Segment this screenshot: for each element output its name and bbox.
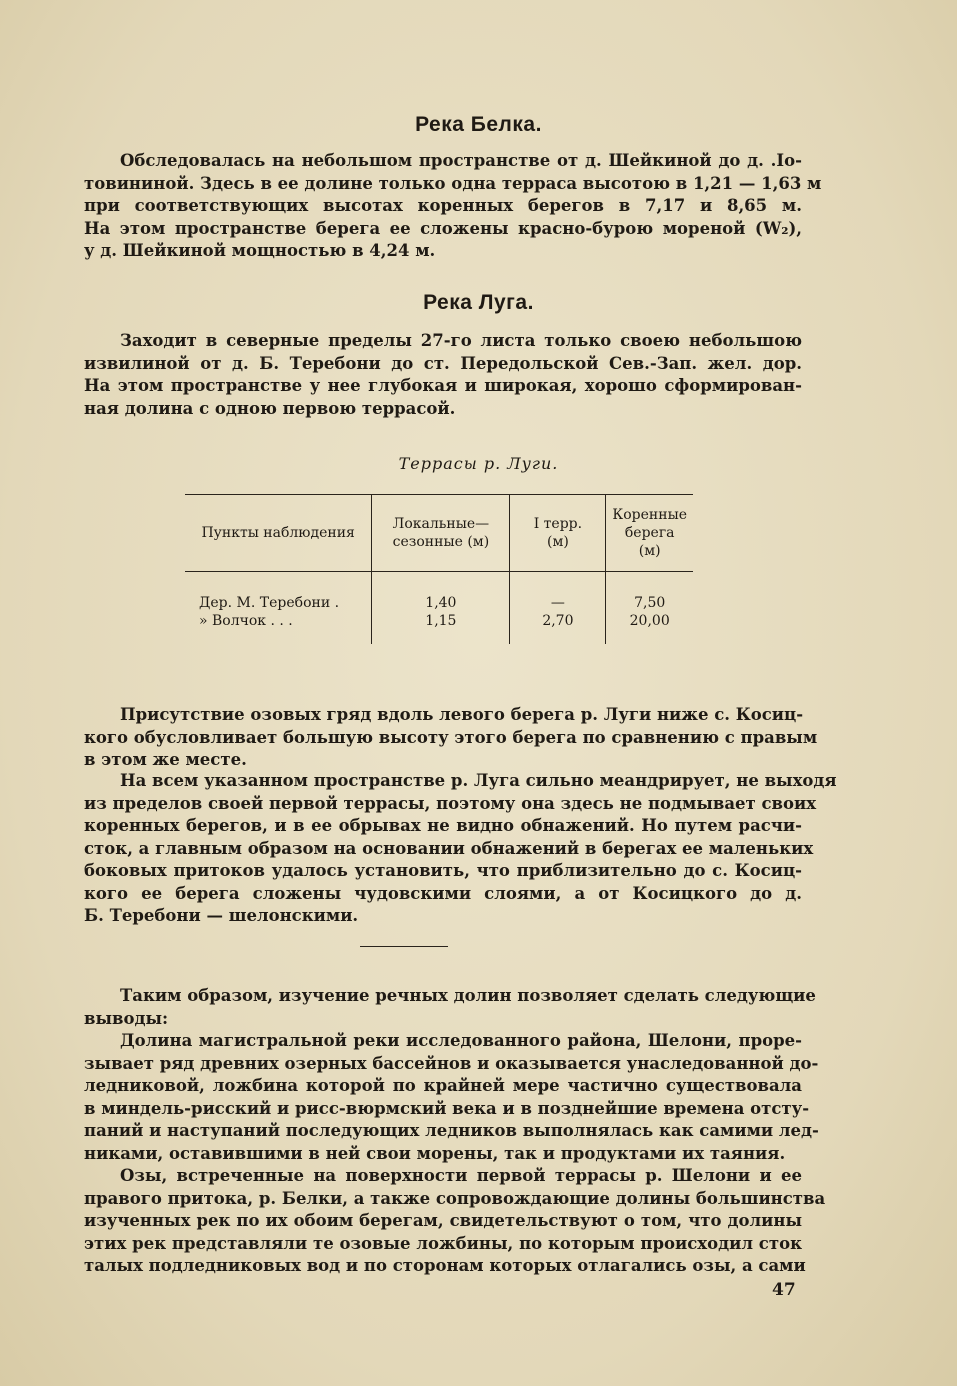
header-local-seasonal bbox=[372, 495, 510, 572]
header-text: I терр. bbox=[533, 516, 583, 532]
text-line: из пределов своей первой террасы, поэтому она здесь не подмывает своих bbox=[84, 793, 817, 813]
paragraph-conclusion-1 bbox=[84, 1030, 819, 1165]
header-first-terrace bbox=[510, 495, 606, 572]
text-line: Озы, встреченные на поверхности первой террасы р. Шелони и ее bbox=[120, 1166, 802, 1185]
text-line: ная долина с одною первою террасой. bbox=[84, 398, 456, 418]
text-line: На этом пространстве берега ее сложены красно-бурою мореной (W₂), bbox=[84, 218, 802, 238]
text-line: при соответствующих высотах коренных берегов в 7,17 и 8,65 м. bbox=[84, 196, 802, 215]
text-line: коренных берегов, и в ее обрывах не видно обнажений. Но путем расчи- bbox=[84, 816, 802, 835]
header-points: Пункты наблюдения bbox=[185, 495, 372, 572]
text-line: у д. Шейкиной мощностью в 4,24 м. bbox=[84, 241, 436, 260]
text-line: талых подледниковых вод и по сторонам которых отлагались озы, а сами bbox=[84, 1256, 806, 1275]
heading-reka-belka: Река Белка. bbox=[415, 113, 542, 136]
text-line: боковых притоков удалось установить, что приблизительно до с. Косиц- bbox=[84, 861, 802, 880]
table-spacer-row bbox=[185, 572, 693, 595]
cell-point: Дер. М. Теребони . bbox=[199, 595, 340, 611]
text-line: Присутствие озовых гряд вдоль левого берега р. Луги ниже с. Косиц- bbox=[120, 705, 804, 724]
header-text: берега (м) bbox=[624, 525, 675, 559]
text-line: изученных рек по их обоим берегам, свидетельствуют о том, что долины bbox=[84, 1211, 802, 1230]
paragraph-belka bbox=[84, 150, 822, 263]
cell-terrace: 2,70 bbox=[510, 612, 606, 630]
cell-local: 1,15 bbox=[372, 612, 510, 630]
text-line: паний и наступаний последующих ледников выполнялась как самими лед- bbox=[84, 1121, 819, 1140]
text-line: Долина магистральной реки исследованного района, Шелони, проре- bbox=[120, 1031, 802, 1050]
text-line: На всем указанном пространстве р. Луга сильно меандрирует, не выходя bbox=[120, 771, 837, 790]
section-divider bbox=[360, 946, 448, 947]
text-line: извилиной от д. Б. Теребони до ст. Передольской Сев.-Зап. жел. дор. bbox=[84, 353, 802, 373]
paragraph-conclusions-intro bbox=[84, 985, 816, 1030]
text-line: кого обусловливает большую высоту этого берега по сравнению с правым bbox=[84, 727, 818, 747]
text-line: зывает ряд древних озерных бассейнов и оказывается унаследованной до- bbox=[84, 1053, 819, 1073]
text-line: правого притока, р. Белки, а также сопровождающие долины большинства bbox=[84, 1188, 826, 1208]
page-number: 47 bbox=[772, 1280, 796, 1300]
terraces-table bbox=[185, 494, 693, 644]
text-line: выводы: bbox=[84, 1008, 169, 1028]
text-line: ледниковой, ложбина которой по крайней мере частично существовала bbox=[84, 1076, 802, 1095]
cell-local: 1,40 bbox=[372, 594, 510, 612]
paragraph-conclusion-2 bbox=[84, 1165, 826, 1278]
header-bedrock-banks bbox=[606, 495, 693, 572]
text-line: сток, а главным образом на основании обнажений в берегах ее маленьких bbox=[84, 838, 814, 858]
text-line: товининой. Здесь в ее долине только одна терраса высотою в 1,21 — 1,63 м bbox=[84, 173, 822, 193]
table-spacer-row bbox=[185, 630, 693, 644]
text-line: в миндель-рисский и рисс-вюрмский века и в позднейшие времена отсту- bbox=[84, 1098, 810, 1118]
cell-bank: 20,00 bbox=[606, 612, 693, 630]
header-text: Локальные— bbox=[392, 516, 490, 532]
paragraph-meander bbox=[84, 770, 837, 928]
text-line: этих рек представляли те озовые ложбины, по которым происходил сток bbox=[84, 1233, 802, 1253]
text-line: Таким образом, изучение речных долин позволяет сделать следующие bbox=[120, 986, 816, 1005]
table-caption: Террасы р. Луги. bbox=[398, 454, 559, 473]
paragraph-ozy-luga bbox=[84, 704, 818, 772]
text-line: Заходит в северные пределы 27-го листа только своею небольшою bbox=[120, 331, 802, 350]
table-row bbox=[185, 594, 693, 612]
header-text: (м) bbox=[546, 534, 569, 550]
table-row bbox=[185, 612, 693, 630]
text-line: никами, оставившими в ней свои морены, так и продуктами их таяния. bbox=[84, 1143, 786, 1163]
text-line: Б. Теребони — шелонскими. bbox=[84, 906, 359, 925]
text-line: кого ее берега сложены чудовскими слоями, а от Косицкого до д. bbox=[84, 883, 802, 903]
heading-reka-luga: Река Луга. bbox=[423, 291, 534, 314]
cell-terrace: — bbox=[510, 594, 606, 612]
header-text: сезонные (м) bbox=[392, 534, 490, 550]
cell-point: » Волчок . . . bbox=[199, 613, 293, 629]
table-header-row bbox=[185, 495, 693, 572]
paragraph-luga bbox=[84, 330, 802, 420]
header-text: Коренные bbox=[612, 507, 687, 523]
text-line: Обследовалась на небольшом пространстве от д. Шейкиной до д. .Іо- bbox=[120, 151, 802, 170]
cell-bank: 7,50 bbox=[606, 594, 693, 612]
text-line: в этом же месте. bbox=[84, 750, 247, 769]
text-line: На этом пространстве у нее глубокая и широкая, хорошо сформирован- bbox=[84, 376, 802, 395]
